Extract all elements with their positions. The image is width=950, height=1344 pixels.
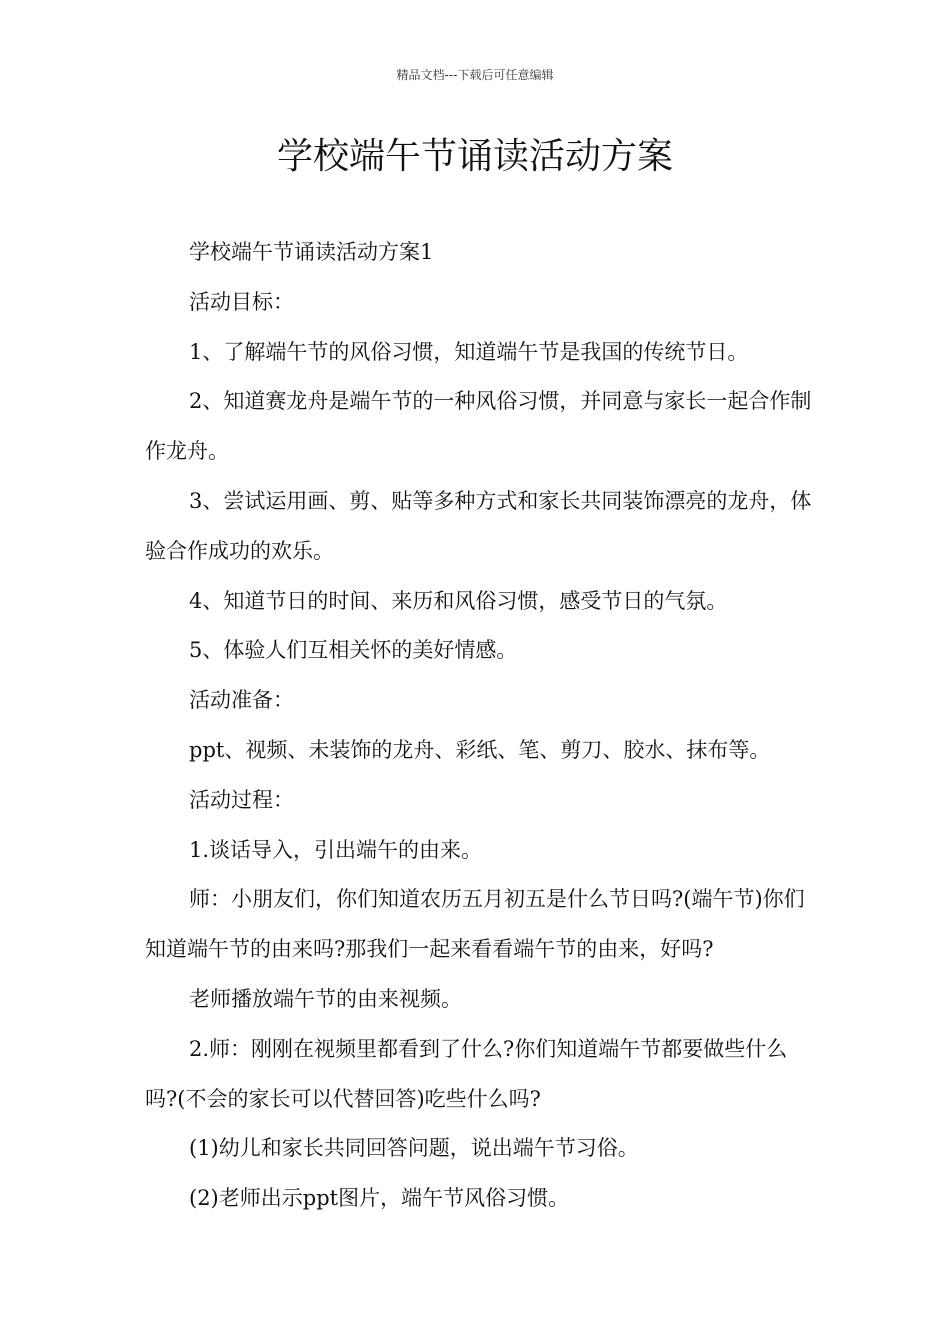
goal-item-3: 3、尝试运用画、剪、贴等多种方式和家长共同装饰漂亮的龙舟，体验合作成功的欢乐。 (145, 488, 812, 563)
process-substep-2: (2)老师出示ppt图片，端午节风俗习惯。 (189, 1186, 570, 1211)
plan-subtitle: 学校端午节诵读活动方案1 (189, 240, 434, 264)
section-heading-preparation: 活动准备： (189, 688, 294, 713)
document-body (145, 228, 813, 1224)
section-heading-process: 活动过程： (189, 787, 294, 812)
process-dialogue-1: 师：小朋友们，你们知道农历五月初五是什么节日吗?(端午节)你们知道端午节的由来吗?那我们一起来看看端午节的由来，好吗? (145, 887, 805, 962)
header-note: 精品文档---下载后可任意编辑 (396, 68, 554, 82)
preparation-materials: ppt、视频、未装饰的龙舟、彩纸、笔、剪刀、胶水、抹布等。 (189, 737, 771, 762)
process-substep-1: (1)幼儿和家长共同回答问题，说出端午节习俗。 (189, 1136, 639, 1161)
goal-item-2: 2、知道赛龙舟是端午节的一种风俗习惯，并同意与家长一起合作制作龙舟。 (145, 389, 812, 464)
section-heading-goals: 活动目标： (189, 289, 294, 314)
goal-item-5: 5、体验人们互相关怀的美好情感。 (189, 638, 518, 663)
goal-item-4: 4、知道节日的时间、来历和风俗习惯，感受节日的气氛。 (189, 588, 728, 613)
document-title: 学校端午节诵读活动方案 (276, 136, 673, 177)
goal-item-1: 1、了解端午节的风俗习惯，知道端午节是我国的传统节日。 (189, 339, 749, 364)
process-step-2: 2.师：刚刚在视频里都看到了什么?你们知道端午节都要做些什么吗?(不会的家长可以代替回答)吃些什么吗? (145, 1036, 788, 1111)
process-step-1: 1.谈话导入，引出端午的由来。 (189, 837, 483, 862)
process-video-note: 老师播放端午节的由来视频。 (189, 986, 462, 1011)
